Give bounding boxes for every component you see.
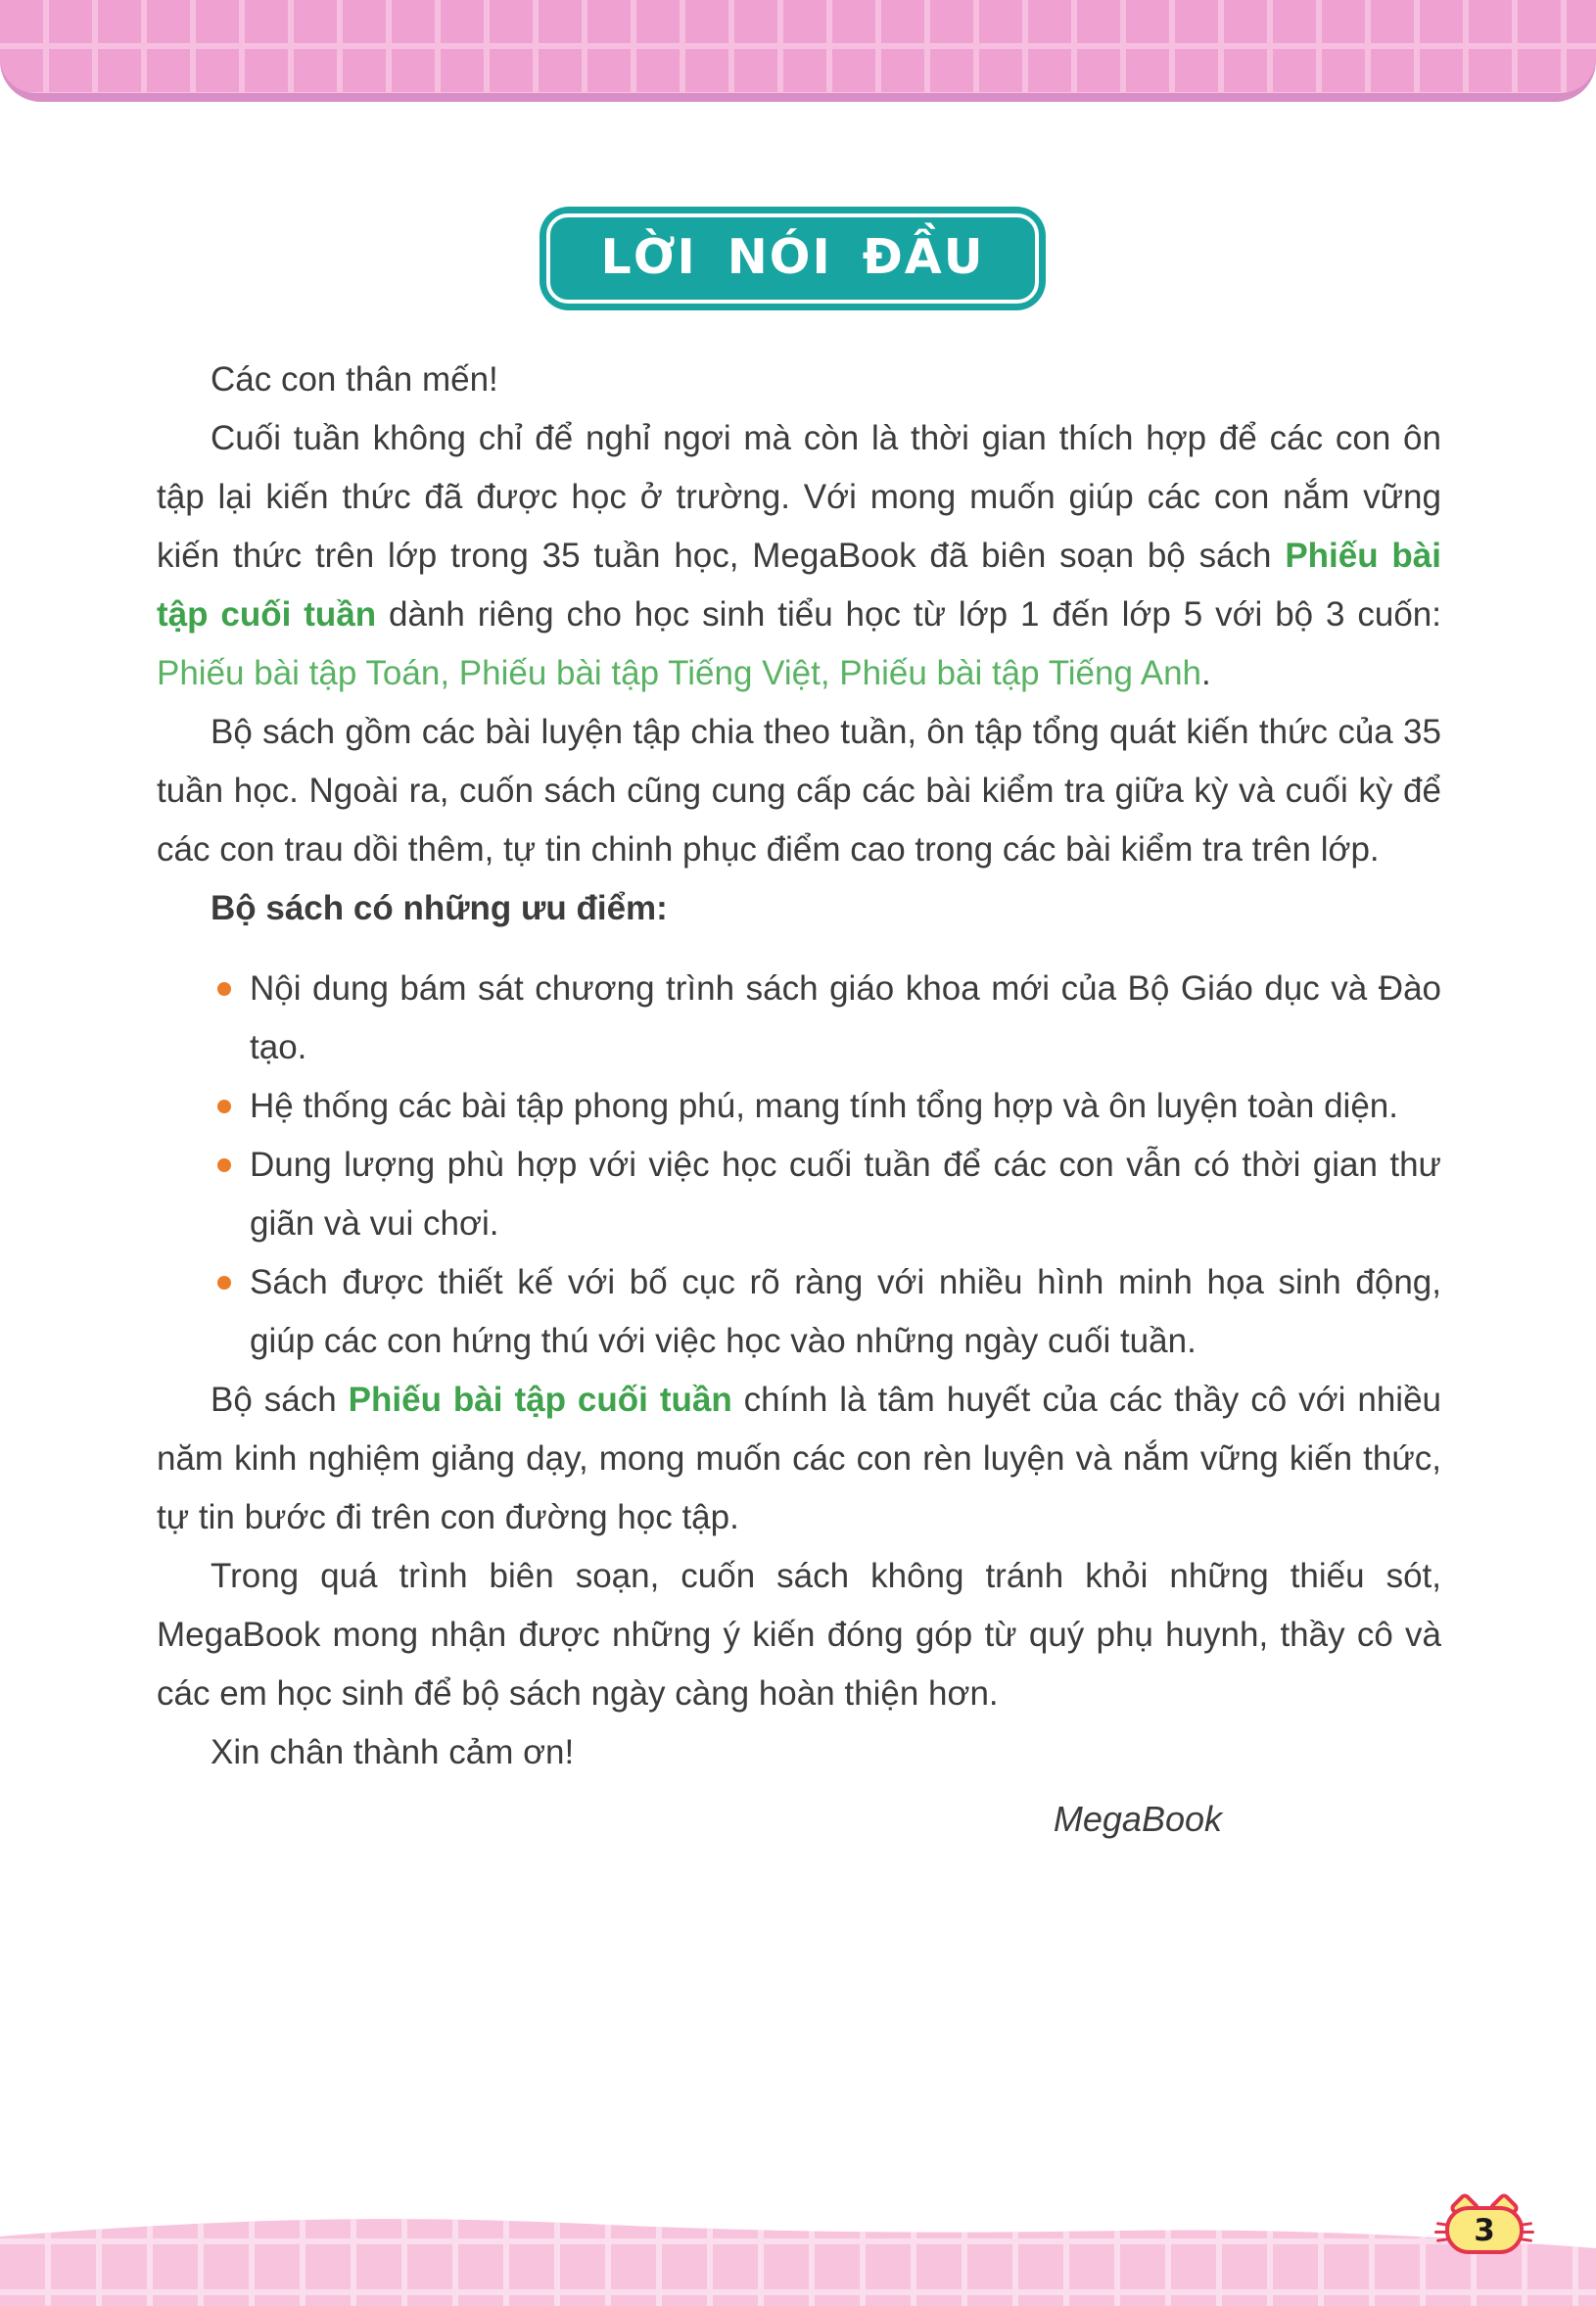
features-list bbox=[250, 960, 1441, 1371]
cat-page-badge bbox=[1445, 2193, 1524, 2254]
list-item-text: Dung lượng phù hợp với việc học cuối tuần để các con vẫn có thời gian thư giãn và vui chơi. bbox=[250, 1146, 1441, 1243]
paragraph-dedication bbox=[157, 1371, 1441, 1547]
bullet-dot-icon bbox=[217, 1276, 231, 1290]
bullet-dot-icon bbox=[217, 1158, 231, 1172]
list-item bbox=[250, 1253, 1441, 1371]
title-banner-frame bbox=[546, 213, 1039, 304]
list-item bbox=[250, 1136, 1441, 1253]
paragraph-feedback: Trong quá trình biên soạn, cuốn sách không tránh khỏi những thiếu sót, MegaBook mong nhận được những ý kiến đóng góp từ quý phụ huynh, thầy cô và các em học sinh để bộ sách ngày càng hoàn thiện hơn. bbox=[157, 1557, 1441, 1713]
text-segment: chính là tâm huyết của các thầy cô với nhiều năm kinh nghiệm giảng dạy, mong muốn các con rèn luyện và nắm vững kiến thức, tự tin bước đi trên con đường học tập. bbox=[157, 1381, 1441, 1536]
page-number: 3 bbox=[1474, 2212, 1495, 2248]
list-item-text: Nội dung bám sát chương trình sách giáo khoa mới của Bộ Giáo dục và Đào tạo. bbox=[250, 969, 1441, 1066]
series-name-bold: Phiếu bài tập cuối tuần bbox=[157, 537, 1441, 634]
text-segment: dành riêng cho học sinh tiểu học từ lớp 1 đến lớp 5 với bộ 3 cuốn: bbox=[376, 595, 1442, 634]
top-decorative-border bbox=[0, 0, 1596, 102]
book-titles-green: Phiếu bài tập Toán, Phiếu bài tập Tiếng Việt, Phiếu bài tập Tiếng Anh bbox=[157, 654, 1202, 692]
bullet-dot-icon bbox=[217, 1100, 231, 1113]
list-item-text: Sách được thiết kế với bố cục rõ ràng với nhiều hình minh họa sinh động, giúp các con hứng thú với việc học vào những ngày cuối tuần. bbox=[250, 1263, 1441, 1360]
top-plaid-pattern bbox=[0, 0, 1596, 93]
text-segment: . bbox=[1201, 654, 1211, 692]
series-name-bold: Phiếu bài tập cuối tuần bbox=[348, 1381, 732, 1419]
text-segment: Cuối tuần không chỉ để nghỉ ngơi mà còn là thời gian thích hợp để các con ôn tập lại kiến thức đã được học ở trường. Với mong muốn giúp các con nắm vững kiến thức trên lớp trong 35 tuần học, MegaBook đã biên soạn bộ sách bbox=[157, 419, 1441, 575]
features-heading: Bộ sách có những ưu điểm: bbox=[211, 889, 668, 927]
text-segment: Bộ sách bbox=[211, 1381, 349, 1419]
greeting-line: Các con thân mến! bbox=[211, 360, 498, 399]
list-item-text: Hệ thống các bài tập phong phú, mang tính tổng hợp và ôn luyện toàn diện. bbox=[250, 1087, 1398, 1125]
signature: MegaBook bbox=[1053, 1799, 1222, 1839]
bottom-decorative-border bbox=[0, 2193, 1596, 2306]
list-item bbox=[250, 960, 1441, 1077]
paragraph-structure: Bộ sách gồm các bài luyện tập chia theo tuần, ôn tập tổng quát kiến thức của 35 tuần học. Ngoài ra, cuốn sách cũng cung cấp các bài kiểm tra giữa kỳ và cuối kỳ để các con trau dồi thêm, tự tin chinh phục điểm cao trong các bài kiểm tra trên lớp. bbox=[157, 713, 1441, 869]
list-item bbox=[250, 1077, 1441, 1136]
title-banner bbox=[540, 207, 1046, 310]
thanks-line: Xin chân thành cảm ơn! bbox=[211, 1733, 575, 1771]
preface-content bbox=[157, 351, 1441, 1849]
paragraph-intro bbox=[157, 409, 1441, 703]
bullet-dot-icon bbox=[217, 982, 231, 996]
page-title: LỜI NÓI ĐẦU bbox=[600, 228, 985, 285]
cat-head-icon bbox=[1445, 2206, 1524, 2254]
